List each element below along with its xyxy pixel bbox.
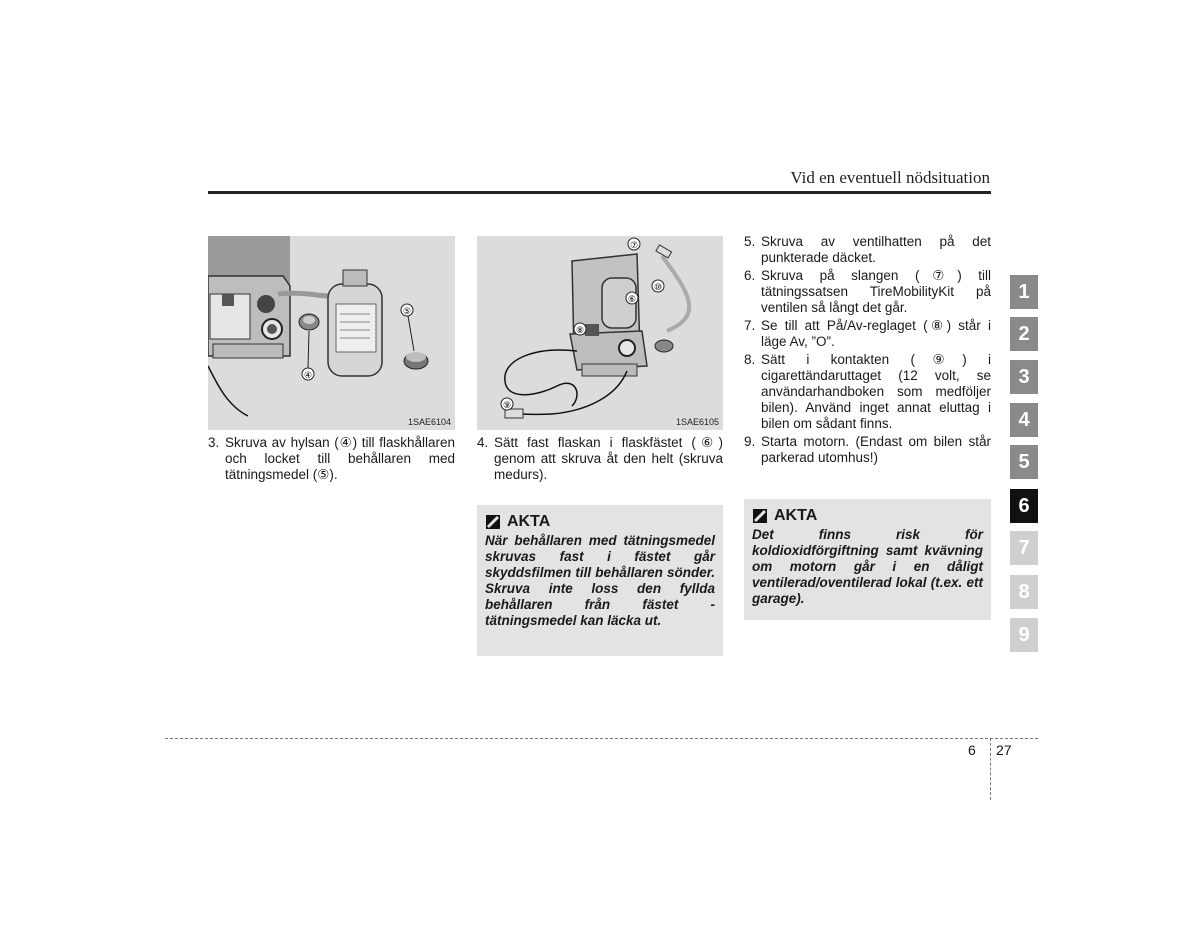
caution-box-1: [477, 505, 723, 656]
chapter-tab-4[interactable]: 4: [1010, 403, 1038, 437]
step-7-text: Se till att På/Av-reglaget (⑧) står i läge Av, ”O”.: [761, 318, 991, 349]
step-4: [477, 435, 723, 483]
callout-4-label: ④: [303, 371, 313, 381]
chapter-tab-7[interactable]: 7: [1010, 531, 1038, 565]
figure-1: [208, 236, 455, 430]
footer-divider: [990, 738, 991, 800]
step-7-number: 7.: [744, 318, 756, 333]
step-8: [744, 352, 991, 432]
footer-page-number: 27: [996, 742, 1012, 758]
chapter-tab-2[interactable]: 2: [1010, 317, 1038, 351]
step-5-text: Skruva av ventilhatten på det punkterade däcket.: [761, 234, 991, 265]
step-6: [744, 268, 991, 316]
figure-1-illustration: [208, 236, 455, 430]
step-9-number: 9.: [744, 434, 756, 449]
chapter-tab-5[interactable]: 5: [1010, 445, 1038, 479]
header-rule: [208, 191, 991, 194]
caution-icon: [752, 508, 768, 524]
step-8-number: 8.: [744, 352, 756, 367]
step-3-number: 3.: [208, 435, 220, 450]
step-4-number: 4.: [477, 435, 489, 450]
footer-rule: [165, 738, 1038, 739]
caution-2-title: AKTA: [774, 507, 818, 524]
column-2-text: [477, 435, 723, 485]
figure-2-illustration: [477, 236, 723, 430]
callout-8-label: ⑧: [575, 326, 585, 336]
chapter-tab-6[interactable]: 6: [1010, 489, 1038, 523]
chapter-tab-3[interactable]: 3: [1010, 360, 1038, 394]
step-5: [744, 234, 991, 266]
column-1-text: [208, 435, 455, 485]
callout-4: [302, 368, 314, 381]
column-3-text: [744, 234, 991, 468]
figure-1-code: 1SAE6104: [407, 417, 451, 427]
footer-chapter-number: 6: [968, 742, 976, 758]
step-6-text: Skruva på slangen (⑦) till tätningssatsen TireMobilityKit på ventilen så långt det går.: [761, 268, 991, 315]
step-3: [208, 435, 455, 483]
figure-2-code: 1SAE6105: [675, 417, 719, 427]
chapter-tab-9[interactable]: 9: [1010, 618, 1038, 652]
caution-icon: [485, 514, 501, 530]
caution-box-2: [744, 499, 991, 620]
page-header-title: Vid en eventuell nödsituation: [790, 168, 990, 187]
step-7: [744, 318, 991, 350]
caution-1-title: AKTA: [507, 513, 551, 530]
callout-7: [628, 238, 640, 251]
chapter-tab-8[interactable]: 8: [1010, 575, 1038, 609]
step-5-number: 5.: [744, 234, 756, 249]
callout-7-label: ⑦: [629, 241, 639, 251]
callout-9-label: ⑨: [502, 401, 512, 411]
step-3-text: Skruva av hylsan (④) till flaskhållaren och locket till behållaren med tätningsmedel (⑤).: [225, 435, 455, 482]
callout-6-label: ⑥: [627, 295, 637, 305]
caution-2-text: Det finns risk för koldioxidförgiftning samt kvävning om motorn går i en dåligt ventilerad/oventilerad lokal (t.ex. ett garage).: [752, 527, 983, 606]
step-9: [744, 434, 991, 466]
step-9-text: Starta motorn. (Endast om bilen står parkerad utomhus!): [761, 434, 991, 465]
figure-2: [477, 236, 723, 430]
callout-10-label: ⑩: [653, 283, 663, 293]
callout-10: [652, 280, 664, 293]
caution-1-text: När behållaren med tätningsmedel skruvas fast i fästet går skyddsfilmen till behållaren sönder. Skruva inte loss den fyllda behållaren från fästet - tätningsmedel kan läcka ut.: [485, 533, 715, 628]
chapter-tab-1[interactable]: 1: [1010, 275, 1038, 309]
step-4-text: Sätt fast flaskan i flaskfästet (⑥) genom att skruva åt den helt (skruva medurs).: [494, 435, 723, 482]
callout-5-label: ⑤: [402, 307, 412, 317]
callout-5: [401, 304, 413, 317]
step-8-text: Sätt i kontakten (⑨) i cigarettändaruttaget (12 volt, se användarhandboken som medföljer bilen). Använd inget annat eluttag i bilen om sådant finns.: [761, 352, 991, 431]
step-6-number: 6.: [744, 268, 756, 283]
